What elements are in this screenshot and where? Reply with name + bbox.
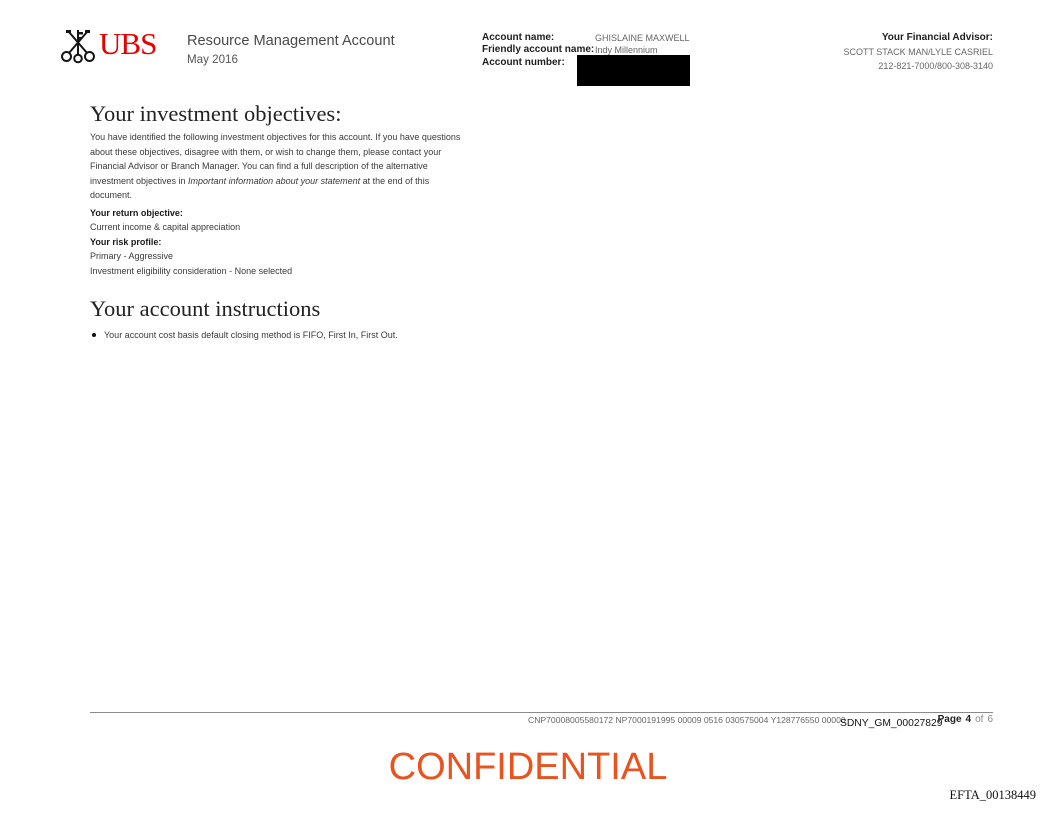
advisor-phone: 212-821-7000/800-308-3140	[878, 61, 993, 71]
account-number-label: Account number:	[482, 56, 565, 68]
financial-advisor-block	[843, 31, 993, 73]
intro-line: Financial Advisor or Branch Manager. You can find a full description of the alternative	[90, 161, 428, 171]
intro-line-text: at the end of this	[360, 175, 430, 186]
page-total: 6	[987, 714, 993, 725]
list-item	[90, 328, 398, 342]
account-name-value: GHISLAINE MAXWELL	[595, 33, 690, 43]
redaction-box	[577, 55, 690, 86]
account-instructions-heading: Your account instructions	[90, 296, 321, 321]
return-objective-label: Your return objective:	[90, 207, 183, 218]
ubs-wordmark: UBS	[99, 26, 157, 61]
document-codeline: CNP70008005580172 NP7000191995 00009 0516 030575004 Y128776550 00000	[528, 715, 846, 725]
bates-stamp: SDNY_GM_00027829	[840, 718, 943, 729]
account-name-row	[482, 32, 712, 44]
advisor-names: SCOTT STACK MAN/LYLE CASRIEL	[843, 47, 993, 57]
statement-period: May 2016	[187, 53, 238, 66]
investment-objectives-heading: Your investment objectives:	[90, 101, 342, 126]
intro-line: about these objectives, disagree with them, or wish to change them, please contact your	[90, 146, 442, 157]
account-type-title: Resource Management Account	[187, 33, 395, 49]
intro-line-text: investment objectives in	[90, 175, 189, 186]
advisor-label: Your Financial Advisor:	[881, 32, 993, 43]
investment-eligibility: Investment eligibility consideration - None selected	[90, 265, 293, 276]
risk-profile-label: Your risk profile:	[90, 236, 162, 247]
friendly-account-name-label: Friendly account name:	[482, 44, 595, 56]
important-information-reference: Important information about your statement	[188, 175, 361, 186]
bullet-icon	[92, 333, 96, 337]
intro-line	[90, 174, 460, 189]
document-id: EFTA_00138449	[949, 788, 1036, 802]
risk-profile-value: Primary - Aggressive	[90, 251, 174, 261]
ubs-keys-icon	[59, 27, 97, 64]
confidential-stamp: CONFIDENTIAL	[388, 746, 668, 788]
footer-divider	[90, 712, 993, 713]
page-number	[938, 714, 993, 726]
page-of: of	[975, 714, 984, 725]
page-label: Page	[937, 714, 962, 725]
page-current: 4	[965, 714, 972, 725]
instruction-text: Your account cost basis default closing method is FIFO, First In, First Out.	[104, 330, 398, 340]
objectives-text	[90, 130, 460, 278]
intro-line: You have identified the following investment objectives for this account. If you have questions	[90, 132, 461, 142]
friendly-account-name-value: Indy Millennium	[595, 45, 658, 56]
account-name-label: Account name:	[482, 32, 555, 43]
intro-line: document.	[90, 190, 133, 200]
return-objective-value: Current income & capital appreciation	[90, 222, 241, 232]
